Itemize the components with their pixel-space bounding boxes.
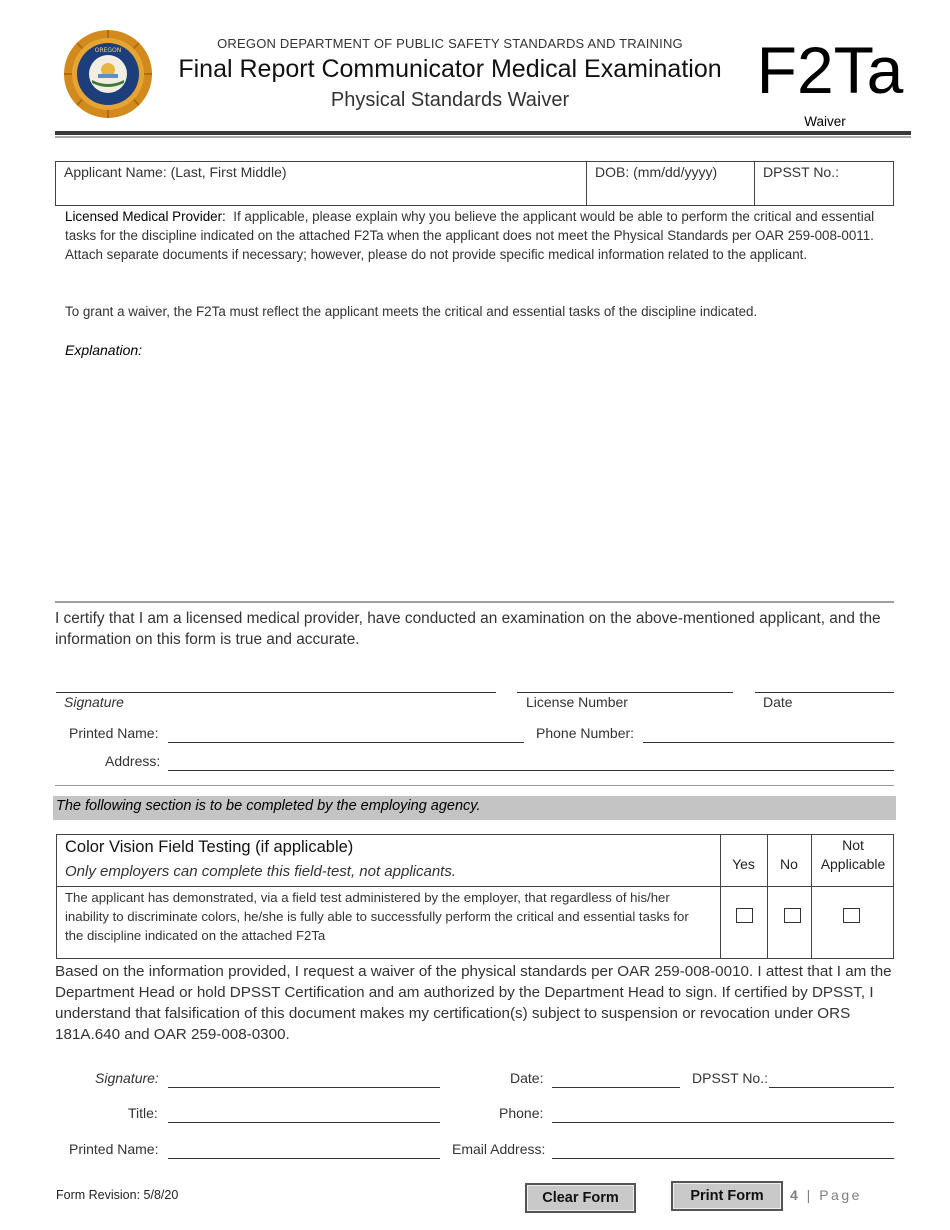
col-header-na-line2: Applicable — [820, 856, 886, 872]
waiver-note: To grant a waiver, the F2Ta must reflect the applicant meets the critical and essential tasks of the discipline indicated. — [65, 304, 758, 319]
provider-signature-label: Signature — [64, 694, 124, 710]
provider-instruction-text: If applicable, please explain why you believe the applicant would be able to perform the critical and essential tasks for the discipline indicated on the attached F2Ta when the applicant does not meet the Physical Standards per OAR 259-008-0011. Attach separate documents if necessary; however, please do not provide specific medical information related to the applicant. — [65, 209, 875, 262]
yes-checkbox[interactable] — [736, 908, 753, 923]
applicant-info-box — [55, 161, 894, 206]
header-rule-shadow — [55, 136, 911, 138]
agency-printed-name-line[interactable] — [168, 1158, 440, 1159]
col-header-na-line1: Not — [842, 837, 864, 853]
agency-printed-name-label: Printed Name: — [69, 1141, 159, 1157]
color-vision-statement: The applicant has demonstrated, via a field test administered by the employer, that regardless of his/her inability to discriminate colors, he/she is fully able to successfully perform the critical and essential tasks for the discipline indicated on the attached F2Ta — [65, 890, 689, 943]
agency-date-label: Date: — [510, 1070, 544, 1086]
page-number: 4 — [790, 1187, 801, 1203]
table-col-divider — [767, 835, 768, 958]
form-title: Final Report Communicator Medical Examination — [178, 55, 722, 83]
form-subtitle: Physical Standards Waiver — [330, 89, 570, 111]
applicant-name-label: Applicant Name: (Last, First Middle) — [64, 164, 287, 180]
agency-email-label: Email Address: — [452, 1141, 546, 1157]
phone-number-label: Phone Number: — [536, 725, 635, 741]
page-label: | Page — [800, 1187, 862, 1203]
print-form-button[interactable]: Print Form — [671, 1181, 783, 1211]
agency-date-line[interactable] — [552, 1087, 680, 1088]
form-tag: Waiver — [804, 114, 846, 129]
section-divider — [55, 601, 894, 603]
dpsst-number-field[interactable] — [755, 162, 893, 205]
dpsst-seal-logo — [62, 28, 154, 120]
clear-form-button[interactable]: Clear Form — [525, 1183, 636, 1213]
license-number-line[interactable] — [517, 692, 733, 693]
explanation-label: Explanation: — [65, 342, 143, 358]
agency-title-label: Title: — [128, 1105, 158, 1121]
provider-signature-line[interactable] — [56, 692, 496, 693]
department-attestation: Based on the information provided, I request a waiver of the physical standards per OAR 259-008-0010. I attest that I am the Department Head or hold DPSST Certification and am authorized by the Department Head to sign. If certified by DPSST, I understand that falsification of this document makes my certification(s) subject to suspension or revocation under ORS 181A.640 and OAR 259-008-0300. — [55, 963, 892, 1043]
header-rule — [55, 131, 911, 135]
form-revision: Form Revision: 5/8/20 — [56, 1188, 179, 1202]
provider-date-label: Date — [763, 694, 793, 710]
applicant-name-field[interactable] — [56, 162, 587, 205]
dob-field[interactable] — [587, 162, 755, 205]
svg-text:OREGON: OREGON — [94, 47, 122, 54]
color-vision-subtitle: Only employers can complete this field-test, not applicants. — [65, 863, 457, 880]
agency-email-line[interactable] — [552, 1158, 894, 1159]
provider-certification: I certify that I am a licensed medical provider, have conducted an examination on the above-mentioned applicant, and the information on this form is true and accurate. — [55, 610, 881, 648]
color-vision-table — [56, 834, 894, 959]
dpsst-number-label: DPSST No.: — [763, 164, 839, 180]
agency-title-line[interactable] — [168, 1122, 440, 1123]
col-header-not-applicable — [811, 836, 895, 874]
explanation-area[interactable] — [65, 364, 890, 594]
col-header-no: No — [780, 856, 798, 872]
dob-label: DOB: (mm/dd/yyyy) — [595, 164, 718, 180]
printed-name-label: Printed Name: — [69, 725, 159, 741]
page-indicator — [790, 1187, 862, 1203]
address-line[interactable] — [168, 770, 894, 771]
col-header-yes: Yes — [732, 856, 755, 872]
license-number-label: License Number — [526, 694, 628, 710]
section-divider-2 — [55, 785, 894, 786]
agency-phone-label: Phone: — [499, 1105, 544, 1121]
agency-dpsst-label: DPSST No.: — [692, 1070, 768, 1086]
address-label: Address: — [105, 753, 161, 769]
not-applicable-checkbox[interactable] — [843, 908, 860, 923]
no-checkbox[interactable] — [784, 908, 801, 923]
provider-instructions — [65, 207, 890, 264]
agency-name: OREGON DEPARTMENT OF PUBLIC SAFETY STANDARDS AND TRAINING — [217, 36, 683, 51]
agency-phone-line[interactable] — [552, 1122, 894, 1123]
agency-signature-label: Signature: — [95, 1070, 159, 1086]
provider-lead: Licensed Medical Provider: — [65, 209, 226, 224]
table-row-divider — [57, 886, 893, 887]
agency-dpsst-line[interactable] — [769, 1087, 894, 1088]
agency-section-banner: The following section is to be completed by the employing agency. — [53, 796, 896, 820]
form-code: F2Ta — [756, 33, 904, 107]
table-col-divider — [720, 835, 721, 958]
phone-number-line[interactable] — [643, 742, 894, 743]
printed-name-line[interactable] — [168, 742, 524, 743]
provider-date-line[interactable] — [755, 692, 894, 693]
agency-signature-line[interactable] — [168, 1087, 440, 1088]
color-vision-title: Color Vision Field Testing (if applicable) — [65, 838, 354, 856]
